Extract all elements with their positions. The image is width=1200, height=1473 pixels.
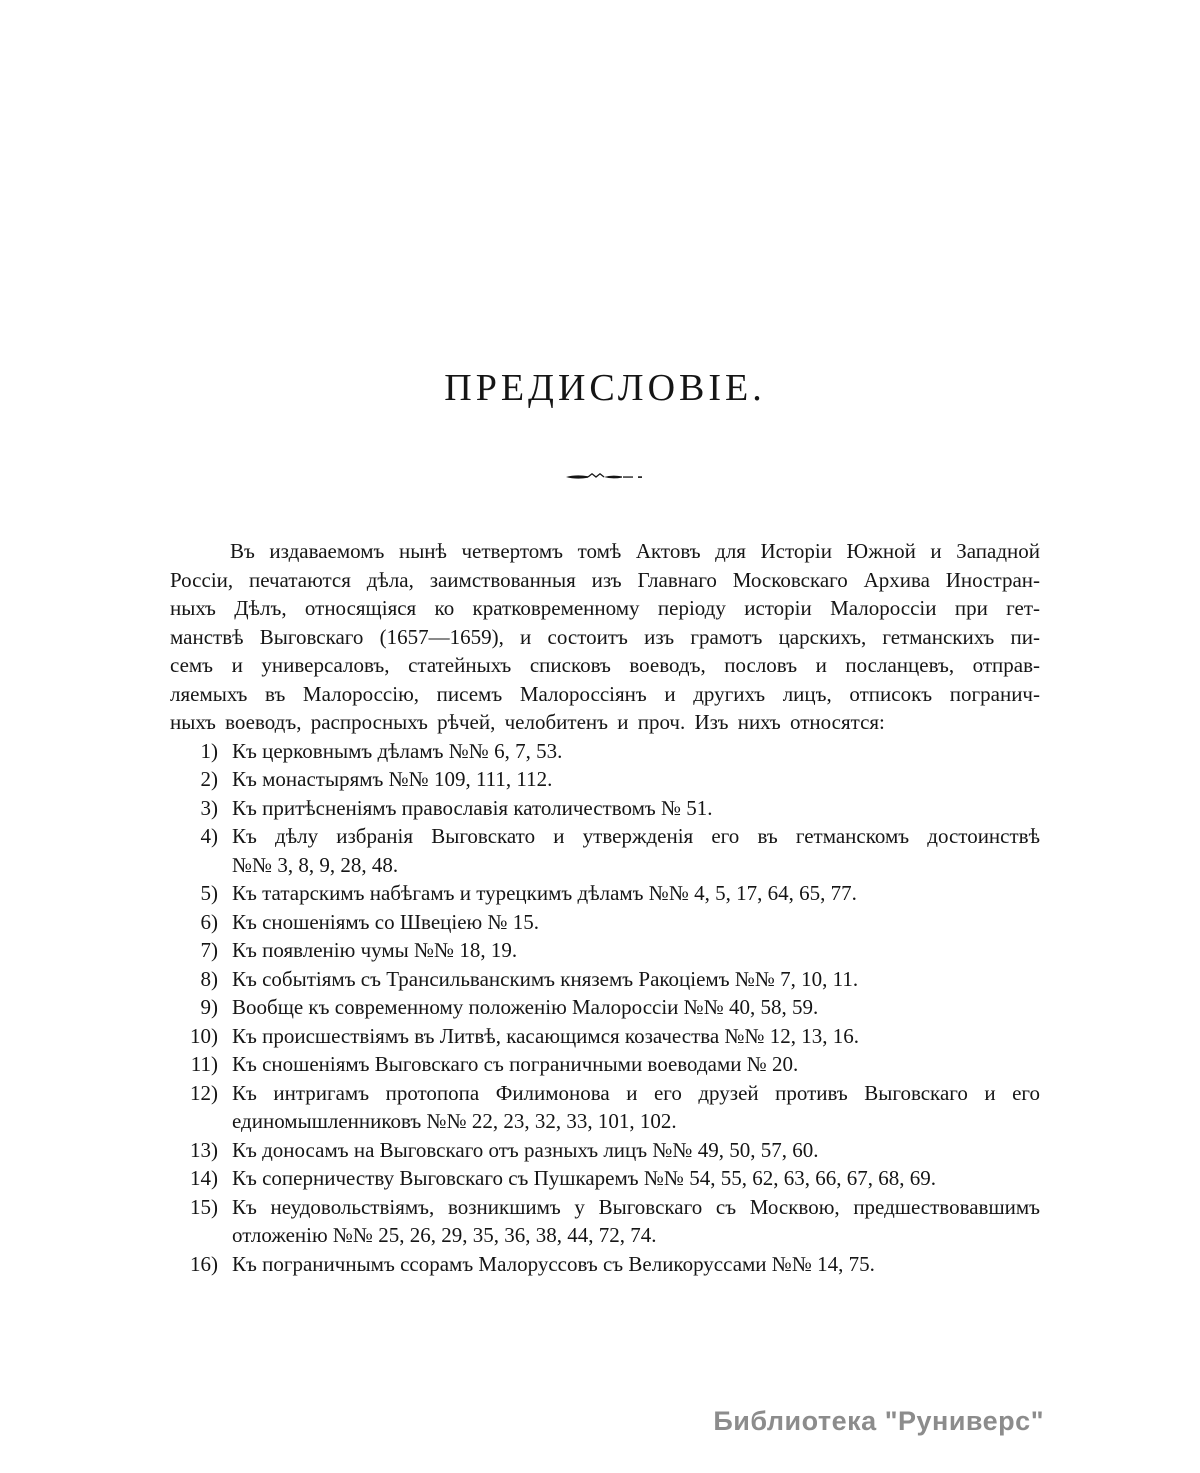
item-line: Къ дѣлу избранія Выговскато и утвержденія его въ гетманскомъ достоинствѣ — [232, 824, 1040, 848]
item-text — [232, 794, 1040, 823]
list-item — [170, 965, 1040, 994]
item-text — [232, 908, 1040, 937]
item-line: Къ происшествіямъ въ Литвѣ, касающимся козачества №№ 12, 13, 16. — [232, 1023, 860, 1048]
item-text — [232, 1022, 1040, 1051]
item-line: Вообще къ современному положенію Малороссіи №№ 40, 58, 59. — [232, 995, 819, 1019]
item-line: Къ пограничнымъ ссорамъ Малоруссовъ съ Великоруссами №№ 14, 75. — [232, 1251, 875, 1276]
item-number: 14) — [190, 1166, 218, 1190]
item-number: 9) — [200, 995, 218, 1019]
list-item — [170, 1164, 1040, 1193]
item-text — [232, 1136, 1040, 1165]
item-line: Къ монастырямъ №№ 109, 111, 112. — [232, 767, 553, 791]
item-number: 5) — [200, 881, 218, 905]
item-line: Къ татарскимъ набѣгамъ и турецкимъ дѣламъ №№ 4, 5, 17, 64, 65, 77. — [232, 881, 857, 905]
list-item — [170, 737, 1040, 766]
item-text — [232, 1050, 1040, 1079]
list-item — [170, 1079, 1040, 1136]
list-item — [170, 908, 1040, 937]
item-number: 6) — [200, 909, 218, 934]
paragraph-line: семъ и универсаловъ, статейныхъ списковъ воеводъ, пословъ и посланцевъ, отправ- — [170, 653, 1040, 677]
item-text — [232, 822, 1040, 879]
item-text — [232, 765, 1040, 794]
item-number: 15) — [190, 1194, 218, 1219]
paragraph-line: Въ издаваемомъ нынѣ четвертомъ томѣ Актовъ для Исторіи Южной и Западной — [230, 539, 1040, 563]
list-item — [170, 1250, 1040, 1279]
item-number: 1) — [200, 738, 218, 763]
item-number: 16) — [190, 1251, 218, 1276]
item-line: Къ неудовольствіямъ, возникшимъ у Выговскаго съ Москвою, предшествовавшимъ — [232, 1194, 1040, 1219]
item-text — [232, 993, 1040, 1022]
item-line: Къ церковнымъ дѣламъ №№ 6, 7, 53. — [232, 738, 563, 763]
preface-text — [170, 537, 1040, 1278]
item-text — [232, 1250, 1040, 1279]
item-line: Къ сношеніямъ Выговскаго съ пограничными воеводами № 20. — [232, 1052, 799, 1076]
item-line: Къ притѣсненіямъ православія католичествомъ № 51. — [232, 795, 713, 820]
page-title: ПРЕДИСЛОВІЕ. — [444, 367, 766, 409]
item-line: Къ доносамъ на Выговскаго отъ разныхъ лицъ №№ 49, 50, 57, 60. — [232, 1137, 819, 1162]
paragraph-line: Россіи, печатаются дѣла, заимствованныя изъ Главнаго Московскаго Архива Иностран- — [170, 567, 1040, 592]
list-item — [170, 1050, 1040, 1079]
item-number: 13) — [190, 1137, 218, 1162]
item-number: 12) — [190, 1080, 218, 1105]
paragraph-line: ныхъ воеводъ, распросныхъ рѣчей, челобитенъ и проч. Изъ нихъ относятся: — [170, 710, 885, 734]
paragraph-line: манствѣ Выговскаго (1657—1659), и состоитъ изъ грамотъ царскихъ, гетманскихъ пи- — [170, 624, 1040, 649]
list-item — [170, 1022, 1040, 1051]
item-line: Къ интригамъ протопопа Филимонова и его друзей противъ Выговскаго и его — [232, 1080, 1040, 1105]
paragraph-line: ляемыхъ въ Малороссію, писемъ Малороссіянъ и другихъ лицъ, отписокъ погранич- — [170, 681, 1040, 706]
item-line: отложенію №№ 25, 26, 29, 35, 36, 38, 44, 72, 74. — [232, 1223, 657, 1247]
item-text — [232, 1079, 1040, 1136]
paragraph-line: ныхъ Дѣлъ, относящіяся ко кратковременному періоду исторіи Малороссіи при гет- — [170, 596, 1040, 620]
item-line: единомышленниковъ №№ 22, 23, 32, 33, 101, 102. — [232, 1109, 677, 1133]
item-text — [232, 737, 1040, 766]
item-number: 2) — [200, 767, 218, 791]
list-item — [170, 1136, 1040, 1165]
list-item — [170, 822, 1040, 879]
item-number: 10) — [190, 1023, 218, 1048]
item-text — [232, 1164, 1040, 1193]
item-text — [232, 936, 1040, 965]
divider-ornament-icon — [170, 470, 1040, 484]
item-line: Къ сношеніямъ со Швеціею № 15. — [232, 909, 540, 934]
list-item — [170, 1193, 1040, 1250]
item-line: Къ событіямъ съ Трансильванскимъ княземъ Ракоціемъ №№ 7, 10, 11. — [232, 966, 859, 991]
item-text — [232, 965, 1040, 994]
preface-paragraph — [170, 537, 1040, 737]
item-text — [232, 879, 1040, 908]
list-item — [170, 765, 1040, 794]
item-text — [232, 1193, 1040, 1250]
item-number: 8) — [200, 966, 218, 991]
item-line: №№ 3, 8, 9, 28, 48. — [232, 852, 399, 877]
item-number: 4) — [200, 824, 218, 848]
item-number: 11) — [190, 1052, 218, 1076]
item-number: 7) — [200, 938, 218, 962]
list-item — [170, 794, 1040, 823]
list-item — [170, 936, 1040, 965]
index-list — [170, 737, 1040, 1279]
library-watermark: Библиотека "Руниверс" — [713, 1406, 1044, 1436]
item-line: Къ соперничеству Выговскаго съ Пушкаремъ №№ 54, 55, 62, 63, 66, 67, 68, 69. — [232, 1166, 936, 1190]
list-item — [170, 993, 1040, 1022]
list-item — [170, 879, 1040, 908]
item-number: 3) — [200, 795, 218, 820]
item-line: Къ появленію чумы №№ 18, 19. — [232, 938, 518, 962]
